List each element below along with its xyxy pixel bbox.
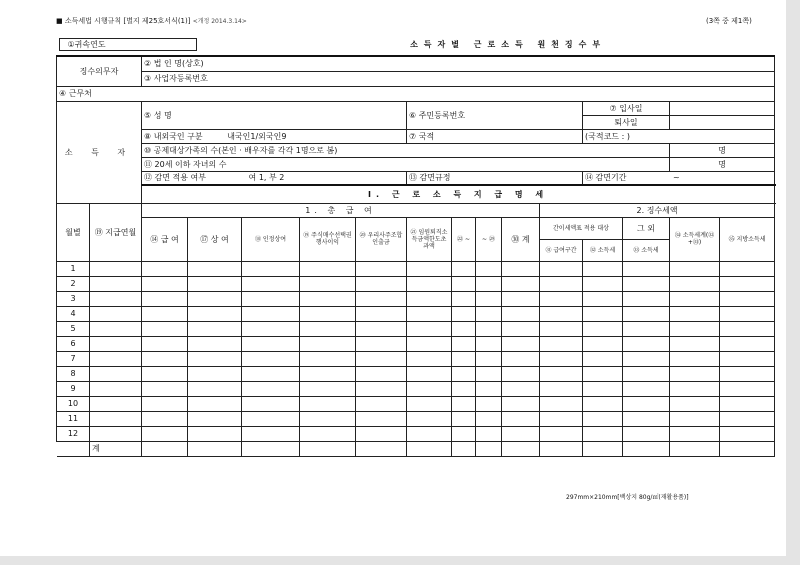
table-cell[interactable]: [407, 351, 452, 366]
table-cell[interactable]: [90, 396, 142, 411]
name-field[interactable]: ⑤ 성 명: [142, 101, 407, 129]
income-range-header: ㉛ 급여구간: [540, 239, 583, 261]
table-cell[interactable]: [623, 351, 670, 366]
deemed-bonus-header: ⑱ 인정상여: [242, 217, 300, 261]
table-cell[interactable]: [407, 411, 452, 426]
table-cell[interactable]: [407, 366, 452, 381]
table-row: [57, 321, 775, 336]
table-cell[interactable]: [476, 426, 502, 441]
table-cell[interactable]: [720, 366, 775, 381]
table-cell[interactable]: [670, 426, 720, 441]
nationality-code[interactable]: (국적코드 : ): [583, 129, 775, 143]
table-cell[interactable]: [720, 321, 775, 336]
table-cell[interactable]: [242, 276, 300, 291]
month-number: 10: [57, 396, 90, 411]
table-cell[interactable]: [670, 366, 720, 381]
table-row: [57, 381, 775, 396]
table-cell[interactable]: [623, 261, 670, 276]
table-cell[interactable]: [142, 336, 188, 351]
table-cell[interactable]: [623, 366, 670, 381]
table-cell[interactable]: [242, 366, 300, 381]
col-29-header: ~ ㉙: [476, 217, 502, 261]
table-cell[interactable]: [583, 261, 623, 276]
total-row-label: 계: [90, 441, 142, 456]
table-cell[interactable]: [142, 381, 188, 396]
table-cell[interactable]: [356, 261, 407, 276]
sum-header: ㉚ 계: [502, 217, 540, 261]
join-date-label: ⑦ 입사일: [583, 101, 670, 115]
table-cell[interactable]: [452, 336, 476, 351]
table-cell[interactable]: [90, 336, 142, 351]
table-cell[interactable]: [452, 426, 476, 441]
table-cell[interactable]: [502, 381, 540, 396]
table-cell[interactable]: [452, 411, 476, 426]
table-cell[interactable]: [407, 291, 452, 306]
section-1-title: Ⅰ. 근 로 소 득 지 급 명 세: [142, 185, 775, 203]
table-cell[interactable]: [142, 426, 188, 441]
table-cell[interactable]: [476, 261, 502, 276]
table-cell[interactable]: [188, 306, 242, 321]
table-cell[interactable]: [583, 411, 623, 426]
table-cell[interactable]: [476, 366, 502, 381]
table-cell[interactable]: [583, 381, 623, 396]
table-cell[interactable]: [452, 366, 476, 381]
table-cell[interactable]: [142, 276, 188, 291]
table-cell[interactable]: [242, 321, 300, 336]
table-cell[interactable]: [540, 291, 583, 306]
table-cell[interactable]: [356, 306, 407, 321]
table-cell[interactable]: [720, 351, 775, 366]
table-cell[interactable]: [476, 306, 502, 321]
employee-stock-header: ⑳ 우리사주조합인출금: [356, 217, 407, 261]
page-indicator: (3쪽 중 제1쪽): [706, 17, 752, 25]
month-number: 9: [57, 381, 90, 396]
table-cell[interactable]: [242, 381, 300, 396]
income-tax-total-header: ㉞ 소득세계(㉜+㉝): [670, 217, 720, 261]
table-cell[interactable]: [188, 291, 242, 306]
table-cell[interactable]: [670, 396, 720, 411]
table-cell[interactable]: [670, 381, 720, 396]
table-cell[interactable]: [476, 396, 502, 411]
table-cell[interactable]: [583, 306, 623, 321]
table-cell[interactable]: [720, 336, 775, 351]
table-cell[interactable]: [452, 291, 476, 306]
foreigner-label: ⑧ 내외국인 구분: [144, 131, 203, 141]
join-date-value[interactable]: [670, 101, 775, 115]
table-cell[interactable]: [583, 366, 623, 381]
table-cell[interactable]: [623, 321, 670, 336]
foreigner-options: 내국인1/외국인9: [227, 131, 287, 141]
law-text: ■ 소득세법 시행규칙 [별지 제25호서식(1)]: [56, 17, 191, 25]
table-cell[interactable]: [90, 261, 142, 276]
table-cell[interactable]: [142, 411, 188, 426]
table-cell[interactable]: [142, 291, 188, 306]
title-row: [57, 34, 775, 56]
table-cell[interactable]: [540, 351, 583, 366]
table-cell[interactable]: [188, 321, 242, 336]
table-cell[interactable]: [583, 351, 623, 366]
table-row: [57, 351, 775, 366]
total-row: [57, 441, 775, 456]
table-cell[interactable]: [90, 426, 142, 441]
table-cell[interactable]: [502, 336, 540, 351]
other-header: 그 외: [623, 217, 670, 239]
income-tax-b-header: ㉝ 소득세: [623, 239, 670, 261]
month-number: 12: [57, 426, 90, 441]
table-cell[interactable]: [670, 411, 720, 426]
form-law-reference: [56, 16, 247, 26]
table-cell[interactable]: [300, 321, 356, 336]
table-cell[interactable]: [188, 366, 242, 381]
table-cell[interactable]: [142, 396, 188, 411]
table-cell[interactable]: [356, 336, 407, 351]
table-cell[interactable]: [540, 366, 583, 381]
revision-text: <개정 2014.3.14>: [192, 18, 247, 25]
table-cell[interactable]: [407, 306, 452, 321]
month-number: 3: [57, 291, 90, 306]
table-cell[interactable]: [142, 321, 188, 336]
reduction-period-field[interactable]: [583, 171, 775, 185]
table-row: [57, 336, 775, 351]
table-cell[interactable]: [623, 381, 670, 396]
simple-table-header: 간이세액표 적용 대상: [540, 217, 623, 239]
table-cell[interactable]: [540, 321, 583, 336]
month-number: 2: [57, 276, 90, 291]
table-cell[interactable]: [502, 306, 540, 321]
year-field[interactable]: ①귀속연도: [59, 38, 197, 51]
table-cell[interactable]: [142, 366, 188, 381]
table-cell[interactable]: [242, 336, 300, 351]
table-row: [57, 396, 775, 411]
table-cell[interactable]: [623, 276, 670, 291]
table-cell[interactable]: [583, 291, 623, 306]
table-row: [57, 426, 775, 441]
window-frame-bottom: [0, 556, 800, 565]
table-cell[interactable]: [188, 261, 242, 276]
table-cell[interactable]: [356, 411, 407, 426]
table-cell[interactable]: [188, 276, 242, 291]
paper-spec: 297mm×210mm[백상지 80g/㎡(재활용품)]: [566, 494, 689, 501]
table-row: [57, 411, 775, 426]
income-tax-a-header: ㉜ 소득세: [583, 239, 623, 261]
table-cell[interactable]: [540, 336, 583, 351]
table-cell[interactable]: [502, 411, 540, 426]
reduction-label: ⑫ 감면 적용 여부: [144, 173, 206, 183]
table-cell[interactable]: [300, 261, 356, 276]
month-number: 4: [57, 306, 90, 321]
local-tax-header: ㉟ 지방소득세: [720, 217, 775, 261]
table-cell[interactable]: [623, 306, 670, 321]
table-cell[interactable]: [476, 336, 502, 351]
month-number: 11: [57, 411, 90, 426]
table-cell[interactable]: [476, 276, 502, 291]
table-cell[interactable]: [623, 336, 670, 351]
table-cell[interactable]: [188, 351, 242, 366]
table-cell[interactable]: [300, 336, 356, 351]
stock-option-header: ⑲ 주식매수선택권행사이익: [300, 217, 356, 261]
table-cell[interactable]: [356, 276, 407, 291]
table-cell[interactable]: [540, 411, 583, 426]
table-cell[interactable]: [300, 396, 356, 411]
monthly-rows: [57, 261, 775, 441]
table-cell[interactable]: [407, 321, 452, 336]
form-title: 소득자별 근로소득 원천징수부: [410, 40, 607, 49]
table-cell[interactable]: [90, 351, 142, 366]
table-cell[interactable]: [540, 396, 583, 411]
table-cell[interactable]: [452, 396, 476, 411]
table-cell[interactable]: [583, 321, 623, 336]
foreigner-field[interactable]: [142, 129, 407, 143]
reduction-options: 여 1, 부 2: [248, 173, 285, 183]
table-cell[interactable]: [242, 261, 300, 276]
reduction-period-tilde: ~: [673, 173, 680, 183]
table-cell[interactable]: [356, 381, 407, 396]
table-cell[interactable]: [502, 291, 540, 306]
table-cell[interactable]: [623, 426, 670, 441]
table-cell[interactable]: [407, 381, 452, 396]
table-cell[interactable]: [90, 411, 142, 426]
table-cell[interactable]: [540, 261, 583, 276]
table-cell[interactable]: [242, 426, 300, 441]
table-cell[interactable]: [356, 426, 407, 441]
window-frame-right: [786, 0, 800, 565]
table-cell[interactable]: [583, 426, 623, 441]
leave-date-value[interactable]: [670, 115, 775, 129]
table-cell[interactable]: [670, 276, 720, 291]
table-cell[interactable]: [300, 291, 356, 306]
biz-number-field[interactable]: ③ 사업자등록번호: [142, 71, 775, 86]
table-cell[interactable]: [720, 396, 775, 411]
table-cell[interactable]: [720, 426, 775, 441]
table-cell[interactable]: [670, 351, 720, 366]
table-cell[interactable]: [583, 276, 623, 291]
workplace-field[interactable]: ④ 근무처: [57, 86, 775, 101]
table-cell[interactable]: [452, 276, 476, 291]
table-cell[interactable]: [242, 306, 300, 321]
table-cell[interactable]: [356, 291, 407, 306]
table-cell[interactable]: [142, 351, 188, 366]
table-cell[interactable]: [188, 396, 242, 411]
table-cell[interactable]: [502, 351, 540, 366]
leave-date-label: 퇴사일: [583, 115, 670, 129]
table-cell[interactable]: [242, 411, 300, 426]
table-cell[interactable]: [300, 276, 356, 291]
table-cell[interactable]: [90, 381, 142, 396]
table-cell[interactable]: [300, 351, 356, 366]
table-cell[interactable]: [452, 351, 476, 366]
table-cell[interactable]: [720, 381, 775, 396]
table-cell[interactable]: [242, 396, 300, 411]
table-cell[interactable]: [300, 381, 356, 396]
table-cell[interactable]: [356, 321, 407, 336]
table-cell[interactable]: [502, 321, 540, 336]
table-cell[interactable]: [670, 336, 720, 351]
table-row: [57, 366, 775, 381]
table-cell[interactable]: [720, 276, 775, 291]
children-field[interactable]: ⑪ 20세 이하 자녀의 수: [142, 157, 670, 171]
col-22-header: ㉒ ~: [452, 217, 476, 261]
table-cell[interactable]: [188, 426, 242, 441]
children-unit: 명: [670, 157, 775, 171]
table-cell[interactable]: [502, 276, 540, 291]
table-cell[interactable]: [300, 306, 356, 321]
table-cell[interactable]: [540, 276, 583, 291]
corp-name-field[interactable]: ② 법 인 명(상호): [142, 56, 775, 71]
month-number: 7: [57, 351, 90, 366]
bonus-header: ⑰ 상 여: [188, 217, 242, 261]
table-cell[interactable]: [670, 261, 720, 276]
dependents-unit: 명: [670, 143, 775, 157]
table-cell[interactable]: [90, 276, 142, 291]
table-cell[interactable]: [188, 381, 242, 396]
table-row: [57, 306, 775, 321]
table-cell[interactable]: [670, 306, 720, 321]
month-number: 6: [57, 336, 90, 351]
table-cell[interactable]: [407, 396, 452, 411]
table-cell[interactable]: [540, 426, 583, 441]
table-cell[interactable]: [407, 336, 452, 351]
table-row: [57, 291, 775, 306]
table-cell[interactable]: [356, 366, 407, 381]
month-number: 5: [57, 321, 90, 336]
reduction-field[interactable]: [142, 171, 407, 185]
table-cell[interactable]: [476, 411, 502, 426]
table-cell[interactable]: [476, 381, 502, 396]
table-cell[interactable]: [90, 291, 142, 306]
table-cell[interactable]: [407, 261, 452, 276]
exec-retire-header: ㉑ 임원퇴직소득금액한도초과액: [407, 217, 452, 261]
table-cell[interactable]: [720, 261, 775, 276]
table-cell[interactable]: [242, 351, 300, 366]
table-cell[interactable]: [623, 396, 670, 411]
table-cell[interactable]: [540, 381, 583, 396]
table-cell[interactable]: [407, 426, 452, 441]
table-cell[interactable]: [188, 336, 242, 351]
nationality-field[interactable]: ⑦ 국적: [407, 129, 583, 143]
withholding-ledger-form: [56, 34, 775, 457]
table-cell[interactable]: [720, 291, 775, 306]
table-cell[interactable]: [583, 396, 623, 411]
table-cell[interactable]: [452, 381, 476, 396]
table-cell[interactable]: [502, 396, 540, 411]
table-cell[interactable]: [452, 321, 476, 336]
reduction-period-label: ⑭ 감면기간: [585, 173, 627, 183]
table-cell[interactable]: [720, 411, 775, 426]
table-cell[interactable]: [476, 291, 502, 306]
pay-month-header: ⑲ 지급연월: [90, 203, 142, 261]
table-cell[interactable]: [300, 411, 356, 426]
table-cell[interactable]: [540, 306, 583, 321]
table-cell[interactable]: [90, 306, 142, 321]
table-row: [57, 276, 775, 291]
table-cell[interactable]: [452, 261, 476, 276]
dependents-field[interactable]: ⑩ 공제대상가족의 수(본인 · 배우자를 각각 1명으로 봄): [142, 143, 670, 157]
table-cell[interactable]: [300, 426, 356, 441]
table-cell[interactable]: [720, 306, 775, 321]
table-cell[interactable]: [670, 321, 720, 336]
table-cell[interactable]: [242, 291, 300, 306]
table-cell[interactable]: [502, 366, 540, 381]
wage-header: ⑭ 급 여: [142, 217, 188, 261]
table-cell[interactable]: [90, 321, 142, 336]
table-cell[interactable]: [188, 411, 242, 426]
table-cell[interactable]: [583, 336, 623, 351]
table-cell[interactable]: [142, 261, 188, 276]
table-cell[interactable]: [452, 306, 476, 321]
month-number: 1: [57, 261, 90, 276]
month-header: 월별: [57, 203, 90, 261]
withholder-label: 징수의무자: [57, 56, 142, 86]
table-cell[interactable]: [476, 351, 502, 366]
table-cell[interactable]: [623, 291, 670, 306]
tax-header: 2. 징수세액: [540, 203, 775, 217]
table-cell[interactable]: [142, 306, 188, 321]
resident-no-field[interactable]: ⑥ 주민등록번호: [407, 101, 583, 129]
earner-label: 소 득 자: [57, 101, 142, 203]
table-cell[interactable]: [623, 411, 670, 426]
total-income-header: 1. 총 급 여: [142, 203, 540, 217]
table-row: [57, 261, 775, 276]
table-cell[interactable]: [476, 321, 502, 336]
table-cell[interactable]: [502, 426, 540, 441]
table-cell[interactable]: [407, 276, 452, 291]
table-cell[interactable]: [502, 261, 540, 276]
table-cell[interactable]: [90, 366, 142, 381]
table-cell[interactable]: [356, 351, 407, 366]
reduction-rule-field[interactable]: ⑬ 감면규정: [407, 171, 583, 185]
table-cell[interactable]: [300, 366, 356, 381]
table-cell[interactable]: [670, 291, 720, 306]
table-cell[interactable]: [356, 396, 407, 411]
month-number: 8: [57, 366, 90, 381]
